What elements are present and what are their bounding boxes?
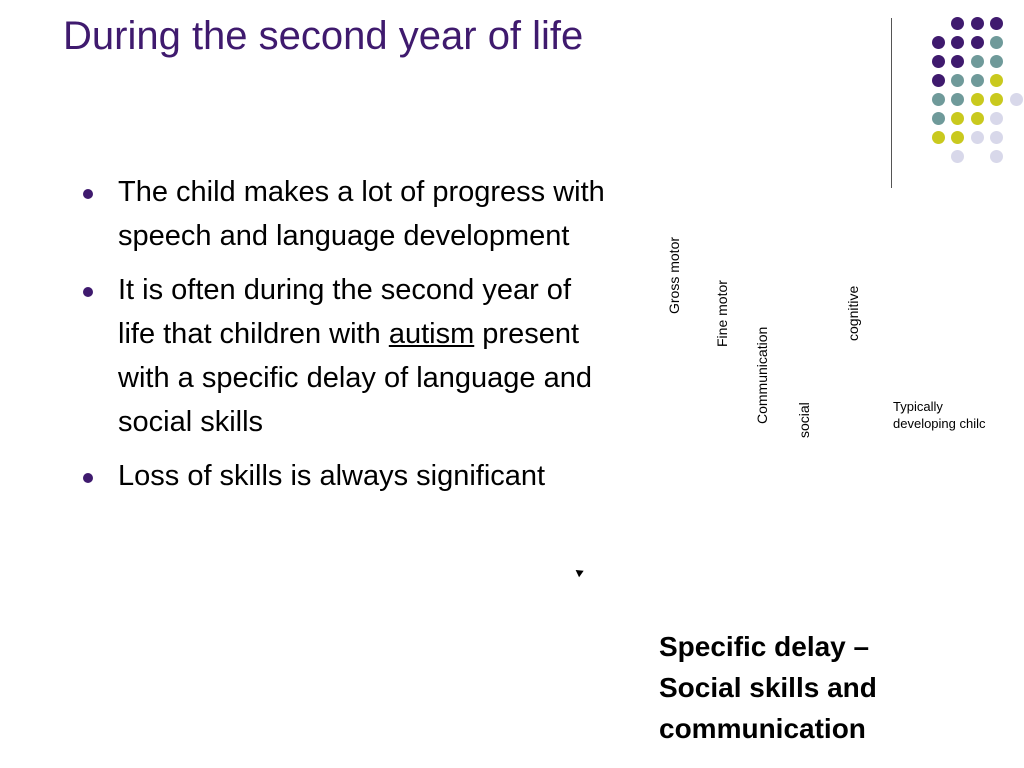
label-communication: Communication — [754, 326, 770, 424]
label-social: social — [796, 402, 812, 438]
bullet-item — [80, 170, 610, 258]
decorative-dot — [971, 17, 984, 30]
decorative-dot — [990, 112, 1003, 125]
caption — [659, 626, 999, 749]
decorative-dot — [932, 93, 945, 106]
caption-line: communication — [659, 713, 866, 744]
decorative-dot — [971, 131, 984, 144]
arrowhead-icon — [573, 567, 583, 578]
decorative-dot — [990, 74, 1003, 87]
decorative-dot — [932, 36, 945, 49]
title-divider — [891, 18, 892, 188]
bullet-icon — [83, 473, 93, 483]
decorative-dot — [951, 74, 964, 87]
bullet-text: Loss of skills is always significant — [118, 460, 546, 492]
decorative-dot — [951, 150, 964, 163]
bullet-icon — [83, 189, 93, 199]
decorative-dot — [971, 74, 984, 87]
label-cognitive: cognitive — [845, 285, 861, 341]
label-fine-motor: Fine motor — [714, 280, 730, 347]
decorative-dot — [932, 55, 945, 68]
caption-line: Specific delay – — [659, 631, 870, 662]
decorative-dot — [990, 55, 1003, 68]
decorative-dot — [951, 93, 964, 106]
decorative-dot — [990, 131, 1003, 144]
bullet-icon — [83, 287, 93, 297]
autism-link[interactable]: autism — [388, 318, 475, 350]
decorative-dot — [951, 131, 964, 144]
bullet-text: It is often during the second year of life that children with — [118, 274, 571, 350]
bullet-item — [80, 268, 610, 444]
decorative-dot — [932, 112, 945, 125]
legend-text — [893, 398, 1003, 432]
decorative-dot — [951, 17, 964, 30]
decorative-dot — [971, 93, 984, 106]
decorative-dot — [971, 112, 984, 125]
decorative-dot — [990, 93, 1003, 106]
decorative-dot — [971, 36, 984, 49]
bullet-list — [80, 170, 610, 508]
legend-line: Typically — [893, 399, 943, 414]
decorative-dot — [951, 36, 964, 49]
bullet-text: The child makes a lot of progress with speech and language development — [118, 176, 605, 252]
decorative-dot — [932, 131, 945, 144]
decorative-dot — [990, 17, 1003, 30]
decorative-dot — [951, 55, 964, 68]
decorative-dot — [932, 74, 945, 87]
legend-line: developing chilc — [893, 416, 986, 431]
decorative-dot — [990, 36, 1003, 49]
slide-title: During the second year of life — [63, 14, 584, 58]
decorative-dot — [951, 112, 964, 125]
decorative-dot — [971, 55, 984, 68]
decorative-dot — [1010, 93, 1023, 106]
decorative-dot — [990, 150, 1003, 163]
bullet-item — [80, 454, 610, 498]
caption-line: Social skills and — [659, 672, 877, 703]
label-gross-motor: Gross motor — [666, 236, 682, 314]
bullet-text: present with a specific delay of language and social skills — [118, 318, 592, 438]
